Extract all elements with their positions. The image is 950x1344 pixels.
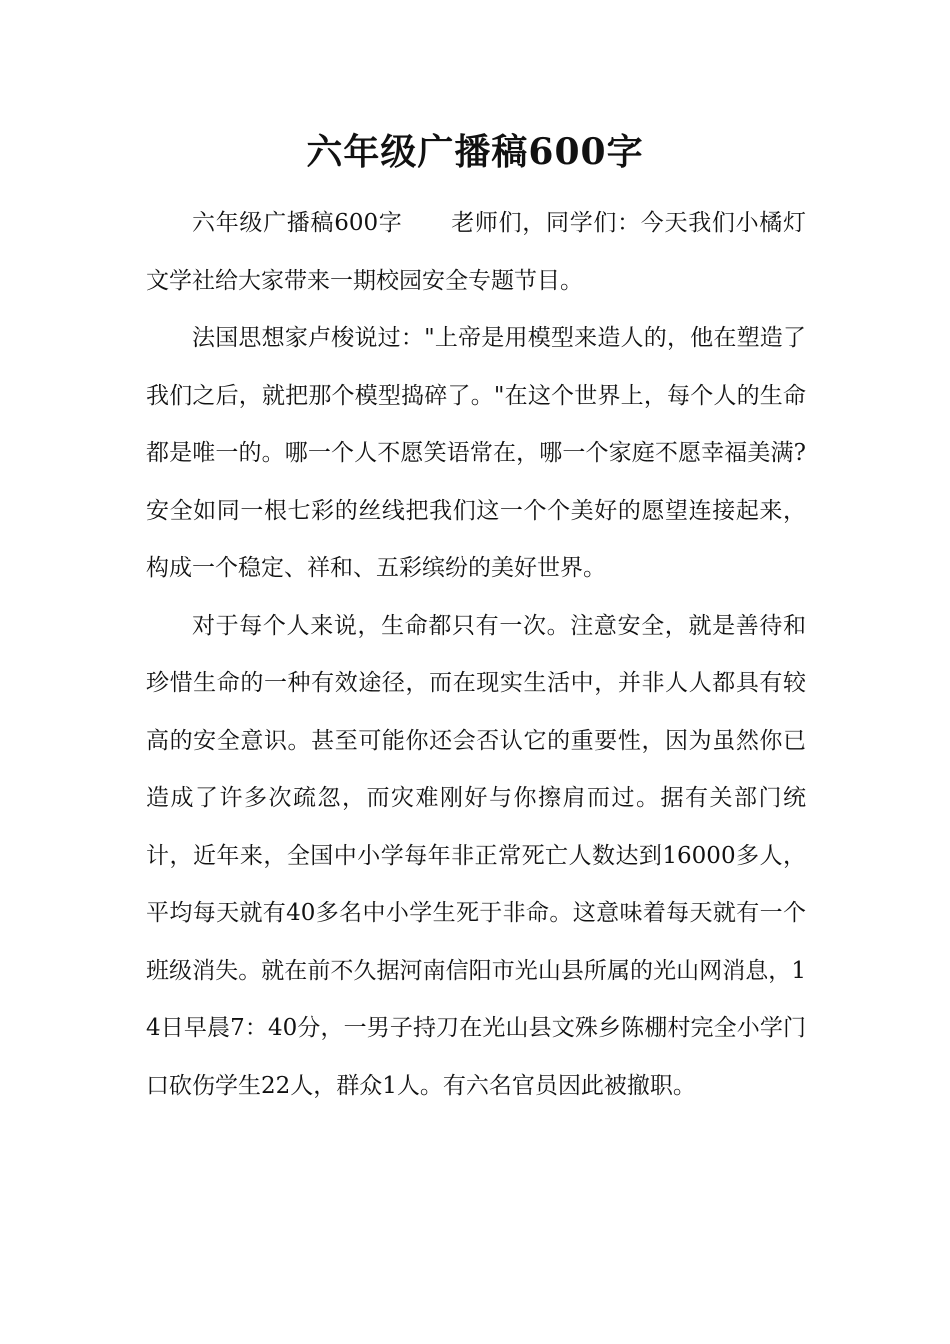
paragraph-3: 对于每个人来说，生命都只有一次。注意安全，就是善待和珍惜生命的一种有效途径，而在现实生活中，并非人人都具有较高的安全意识。甚至可能你还会否认它的重要性，因为虽然你已造成了许多次疏忽，而灾难刚好与你擦肩而过。据有关部门统计，近年来，全国中小学每年非正常死亡人数达到16000多人，平均每天就有40多名中小学生死于非命。这意味着每天就有一个班级消失。就在前不久据河南信阳市光山县所属的光山网消息，14日早晨7：40分，一男子持刀在光山县文殊乡陈棚村完全小学门口砍伤学生22人，群众1人。有六名官员因此被撤职。 — [146, 612, 806, 1099]
paragraph-1 — [146, 195, 806, 310]
paragraph-1-lead: 六年级广播稿600字 — [192, 210, 403, 236]
document-title: 六年级广播稿600字 — [306, 131, 644, 173]
paragraph-2: 法国思想家卢梭说过："上帝是用模型来造人的，他在塑造了我们之后，就把那个模型捣碎了。"在这个世界上，每个人的生命都是唯一的。哪一个人不愿笑语常在，哪一个家庭不愿幸福美满?安全如同一根七彩的丝线把我们这一个个美好的愿望连接起来，构成一个稳定、祥和、五彩缤纷的美好世界。 — [146, 325, 806, 581]
document-body — [146, 195, 806, 1115]
paragraph-1-text: 老师们，同学们：今天我们小橘灯文学社给大家带来一期校园安全专题节目。 — [146, 210, 806, 294]
